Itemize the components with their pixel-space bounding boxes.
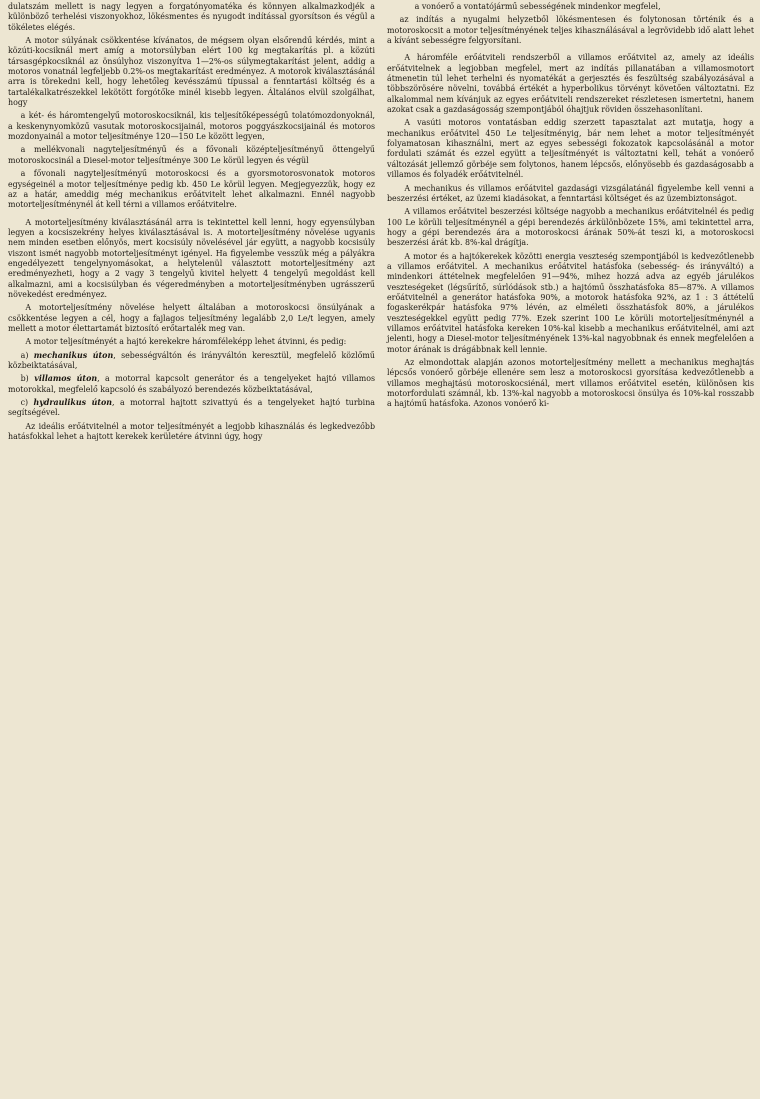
emphasis: villamos úton — [34, 374, 98, 384]
list-label: c) — [20, 398, 34, 408]
paragraph: Az ideális erőátvitelnél a motor teljesítményét a legjobb kihasználás és legkedvezőbb hatásfokkal lehet a hajtott kerekek kerületére átvinni úgy, hogy — [8, 421, 375, 442]
paragraph: A motor súlyának csökkentése kívánatos, de mégsem olyan elsőrendű kérdés, mint a közúti-kocsiknál mert amíg a motorsúlyban elért 100 kg megtakarítás pl. a közúti társasgépkocsiknál az önsúlyhoz viszonyítva 1—2%-os súlymegtakarítást jelent, addig a motoros vonatnál legfeljebb 0.2%-os megtakarítást eredményez. A motorok kiválasztásánál arra is törekedni kell, hogy lehetőleg kevésszámú típussal a fenntartási költség és a tartalékalkatrészekkel lekötött forgótőke minél kisebb legyen. Általános elvül szolgálhat, hogy — [8, 36, 375, 108]
paragraph: A motorteljesítmény növelése helyett általában a motoroskocsi önsúlyának a csökkentése legyen a cél, hogy a fajlagos teljesítmény legalább 2,0 Le/t legyen, amely mellett a motor élettartamát biztosító erőtartalék meg van. — [8, 303, 375, 333]
paragraph: A háromféle erőátviteli rendszerből a villamos erőátvitel az, amely az ideális erőátvitelnek a legjobban megfelel, mert az indítás pillanatában a villamosmotort átmenetin túl lehet terhelni és nyomatékát a gerjesztés és feszültség szabályozásával a többszörösére növelni, továbbá értékét a hyperbolikus törvényt követően változtatni. Ez alkalommal nem kívánjuk az egyes erőátviteli rendszereket részletesen ismertetni, hanem azokat csak a gazdaságosság szempontjából óhajtjuk röviden összehasonlítani. — [387, 53, 754, 115]
paragraph: A vasúti motoros vontatásban eddig szerzett tapasztalat azt mutatja, hogy a mechanikus erőátvitel 450 Le teljesítményig, bár nem lehet a motor teljesítményét folyamatosan kihasználni, mert az egyes sebességi fokozatok kapcsolásánál a motor fordulati számát és ezzel együtt a teljesítményét is változtatni kell, tehát a vonóerő változását jellemző görbéje sem folytonos, hanem lépcsős, előnyösebb és gazdaságosabb a villamos és folyadék erőátvitelnél. — [387, 118, 754, 180]
list-item-electric — [8, 374, 375, 395]
list-item: a mellékvonali nagyteljesítményű és a fővonali középteljesítményű öttengelyű motoroskocsinál a Diesel-motor teljesítménye 300 Le körül legyen és végül — [8, 145, 375, 165]
list-item: a fővonali nagyteljesítményű motoroskocsi és a gyorsmotorosvonatok motoros egységeinél a motor teljesítménye pedig kb. 450 Le körül legyen. Megjegyezzük, hogy ez az a határ, ameddig még mechanikus erőátvitelt lehet alkalmazni. Ennél nagyobb motorteljesítménynél át kell térni a villamos erőátvitelre. — [8, 169, 375, 210]
paragraph: A motor teljesítményét a hajtó kerekekre háromféleképp lehet átvinni, és pedig: — [25, 337, 347, 347]
list-label: a) — [20, 350, 34, 360]
paragraph: A motor és a hajtókerekek közötti energia veszteség szempontjából is kedvezőtlenebb a villamos erőátvitel. A mechanikus erőátvitel hatásfoka (sebesség- és irányváltó) a mindenkori áttételnek megfelelően 91—94%, mihez hozzá adva az egyéb járulékos veszteségeket (légsűrítő, súrlódások stb.) a hajtómű összhatásfoka 85—87%. A villamos erőátvitelnél a generátor hatásfoka 90%, a motorok hatásfoka 92%, az 1 : 3 áttételű fogaskerékpár hatásfoka 97% lévén, az elméleti összhatásfok 80%, a járulékos veszteségekkel együtt pedig 77%. Ezek szerint 100 Le körüli motorteljesítménynél a villamos erőátvitel hatásfoka kereken 10%-kal kisebb a mechanikus erőátvitelnél, ami azt jelenti, hogy a Diesel-motor teljesítményének 13%-kal nagyobbnak és ennek megfelelően a motor árának is drágábbnak kell lennie. — [387, 251, 754, 354]
list-text: , a motorral kapcsolt generátor és a tengelyeket hajtó villamos motorokkal, megfelelő kapcsoló és szabályozó berendezés közbeiktatásával, — [8, 374, 376, 394]
list-item: az indítás a nyugalmi helyzetből lökésmentesen és folytonosan történik és a motoroskocsit a motor teljesítményének teljes kihasználásával a legrövidebb idő alatt lehet a kívánt sebességre felgyorsítani. — [387, 15, 754, 46]
paragraph: A mechanikus és villamos erőátvitel gazdasági vizsgálatánál figyelembe kell venni a beszerzési értéket, az üzemi kiadásokat, a fenntartási költséget és az üzembiztonságot. — [387, 183, 754, 203]
list-item: a vonóerő a vontatójármű sebességének mindenkor megfelel, — [414, 2, 661, 11]
paragraph: dulatszám mellett is nagy legyen a forgatónyomatéka és könnyen alkalmazkodjék a különböző terhelési viszonyokhoz, lökésmentes és nyugodt indítással gyorsítson és végül a tökéletes elégés. — [8, 2, 375, 32]
list-item-hydraulic — [8, 398, 375, 419]
list-label: b) — [20, 374, 35, 384]
list-text: , a motorral hajtott szivattyú és a tengelyeket hajtó turbina segítségével. — [8, 398, 375, 418]
list-text: , sebességváltón és irányváltón keresztül, megfelelő közlőmű közbeiktatásával, — [8, 350, 375, 370]
paragraph: Az elmondottak alapján azonos motorteljesítmény mellett a mechanikus meghajtás lépcsős vonóerő görbéje ellenére sem lesz a motoroskocsi gyorsítása kedvezőtlenebb a villamos meghajtású motoroskocsiénál, mert villamos erőátvitel esetén, különösen kis motorfordulati számnál, kb. 13%-kal nagyobb a motoroskocsi önsúlya és 10%-kal rosszabb a hajtómű hatásfoka. Azonos vonóerő ki- — [387, 358, 754, 409]
left-text-column — [8, 2, 375, 1099]
emphasis: mechanikus úton — [33, 350, 114, 360]
paragraph: A motorteljesítmény kiválasztásánál arra is tekintettel kell lenni, hogy egyensúlyban legyen a kocsiszekrény helyes kiválasztásával is. A motorteljesítmény növelése ugyanis nem minden esetben előnyös, mert kocsisúly növelésével jár együtt, a nagyobb kocsisúly viszont ismét nagyobb motorteljesítményt igényel. Ha figyelembe vesszük még a pályákra engedélyezett tengelynyomásokat, a helytelenül választott motorteljesítmény azt eredményezheti, hogy a 2 vagy 3 tengelyű kivitel helyett 4 tengelyű megoldást kell alkalmazni, ami a kocsisúlyban és végeredményben a motorteljesítményben ugrásszerű növekedést eredményez. — [8, 217, 375, 299]
emphasis: hydraulikus úton — [33, 398, 113, 408]
paragraph: A villamos erőátvitel beszerzési költsége nagyobb a mechanikus erőátvitelnél és pedig 100 Le körüli teljesítménynél a gépi berendezés árkülönbözete 15%, ami tekintettel arra, hogy a gépi berendezés ára a motoroskocsi árának 50%-át teszi ki, a motoroskocsi beszerzési árát kb. 8%-kal drágítja. — [387, 207, 754, 248]
right-text-column — [387, 2, 754, 1099]
list-item: a két- és háromtengelyű motoroskocsiknál, kis teljesítőképességű tolatómozdonyoknál, a keskenynyomközű vasutak motoroskocsijainál, motoros poggyászkocsijainál és motoros mozdonyainál a motor teljesítménye 120—150 Le között legyen, — [8, 111, 375, 142]
list-item-mechanical — [8, 351, 375, 372]
